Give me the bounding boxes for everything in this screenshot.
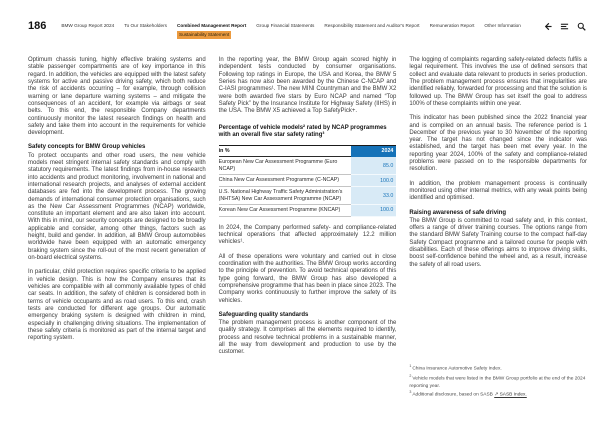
table-row bbox=[219, 205, 397, 217]
paragraph-chassis-tuning: Optimum chassis tuning, highly effective braking systems and stable passenger compartments are of key importance in this regard. In addition, the vehicles are equipped with the latest safety systems for active and passive driving safety, which both reduce the risk of accidents occurring – for example, through collision warning or lane departure warning systems – and mitigate the consequences of an accident, for example via airbags or seat belts. To this end, the responsible Company departments continuously monitor the latest research findings on health and safety and take them into account in the requirements for vehicle development. bbox=[28, 57, 206, 137]
ncap-rating-table bbox=[219, 145, 397, 217]
table-row-value: 100.0 bbox=[351, 175, 396, 187]
table-row-value: 85.0 bbox=[351, 157, 396, 175]
table-year-header: 2024 bbox=[351, 146, 396, 158]
table-header-row bbox=[219, 146, 397, 158]
paragraph-problem-management: The problem management process is another component of the quality strategy. It comprises all the elements required to identify, process and resolve technical problems in a sustainable manner, all the way from development and production to use by the customer. bbox=[218, 320, 397, 356]
heading-safety-concepts: Safety concepts for BMW Group vehicles bbox=[28, 144, 146, 151]
page-number: 186 bbox=[28, 20, 47, 32]
footnotes bbox=[409, 358, 587, 400]
column-3 bbox=[409, 57, 587, 400]
paragraph-technical-operations: In 2024, the Company performed safety- and compliance-related technical operations that affected approximately 12.2 million vehicles¹. bbox=[218, 224, 397, 246]
paragraph-voluntary-operations: All of these operations were voluntary and carried out in close coordination with the authorities. The BMW Group works according to the principle of prevention. To avoid technical operations of this type going forward, the BMW Group has also developed a comprehensive programme that has been in place since 2023. The Company works continuously to further improve the safety of its vehicles. bbox=[218, 253, 397, 304]
search-icon[interactable] bbox=[577, 22, 586, 31]
table-row-label: U.S. National Highway Traffic Safety Administration's (NHTSA) New Car Assessment Programme (NCAP) bbox=[219, 187, 352, 205]
table-row bbox=[219, 187, 397, 205]
paragraph-internal-metrics: In addition, the problem management process is continually monitored using other internal metrics, with any weak points being identified and optimised. bbox=[409, 180, 588, 202]
table-row-value: 33.0 bbox=[351, 187, 396, 205]
footnote-marker: 1 bbox=[409, 364, 412, 369]
sasb-index-link[interactable]: ↗ SASB Index. bbox=[494, 393, 527, 399]
header-icons bbox=[543, 22, 586, 31]
column-2 bbox=[219, 57, 397, 400]
paragraph-complaints-logging: The logging of complaints regarding safety-related defects fulfils a legal requirement. This involves the use of defined sensors that collect and evaluate data relevant to products in series production. The problem management process ensures that irregularities are identified reliably, forwarded for processing and that the solution is followed up. The BMW Group has set itself the goal to address 100% of these complaints within one year. bbox=[409, 57, 588, 107]
table-row-label: Korean New Car Assessment Programme (KNCAP) bbox=[219, 205, 352, 217]
paragraph-driver-training: The BMW Group is committed to road safety and, in this context, offers a range of driver training courses. The options range from the standard BMW Safety Training course to the compact half-day Safety Compact programme and a tailored course for people with disabilities. Each of these offerings aims to improve driving skills, boost self-confidence behind the wheel and, as a result, increase the safety of all road users. bbox=[409, 217, 588, 268]
table-row-label: China New Car Assessment Programme (C-NCAP) bbox=[219, 175, 352, 187]
footnote-text: China Insurance Automotive Safety Index. bbox=[412, 367, 502, 372]
footnote-marker: 2 bbox=[409, 373, 412, 378]
table-title: Percentage of vehicle models² rated by NCAP programmes with an overall five star safety rating³ bbox=[218, 124, 387, 138]
column-1 bbox=[28, 57, 206, 400]
footnote-marker: 3 bbox=[409, 390, 412, 395]
nav-combined-management-report-group bbox=[177, 23, 246, 39]
page-header bbox=[28, 21, 586, 39]
nav-bmw-group-report[interactable]: BMW Group Report 2024 bbox=[61, 23, 115, 28]
heading-safeguarding-quality: Safeguarding quality standards bbox=[218, 311, 309, 318]
nav-responsibility-statement[interactable]: Responsibility Statement and Auditor's Report bbox=[324, 23, 420, 28]
paragraph-indicator-published: This indicator has been published since the 2022 financial year and is compiled on an annual basis. The reference period is 1 December of the previous year to 30 November of the reporting year. The target has not changed since the indicator was established, and the target has been met every year. In the reporting year 2024, 100% of the safety and compliance-related problems were passed on to the responsible departments for resolution. bbox=[409, 115, 588, 173]
table-row-label: European New Car Assessment Programme (Euro NCAP) bbox=[219, 157, 352, 175]
table-row bbox=[219, 175, 397, 187]
table-of-contents-icon[interactable] bbox=[560, 22, 569, 31]
table-row bbox=[219, 157, 397, 175]
table-row-value: 100.0 bbox=[351, 205, 396, 217]
nav-remuneration-report[interactable]: Remuneration Report bbox=[429, 23, 475, 28]
footnote-1 bbox=[409, 364, 587, 374]
back-arrow-icon[interactable] bbox=[543, 22, 552, 31]
nav-group-financial-statements[interactable]: Group Financial Statements bbox=[256, 23, 315, 28]
paragraph-child-protection: In particular, child protection requires specific criteria to be applied in vehicle design. This is how the Company ensures that its vehicles are compatible with all commonly available types of child car seats. In addition, the safety of children is considered both in terms of vehicle occupants and as road users. To this end, crash tests are conducted for different age groups. Our automatic emergency braking system is designed with children in mind, especially in challenging driving situations. The implementation of these safety criteria is monitored as part of the internal target and reporting system. bbox=[28, 269, 206, 342]
nav-combined-management-report[interactable]: Combined Management Report bbox=[176, 23, 247, 28]
nav-other-information[interactable]: Other Information bbox=[484, 23, 521, 28]
footnote-text: Vehicle models that were listed in the BMW Group portfolio at the end of the 2024 reporting year. bbox=[409, 376, 586, 389]
table-unit-label: in % bbox=[219, 146, 352, 158]
paragraph-safety-standards: To protect occupants and other road users, the new vehicle models meet stringent internal safety standards and comply with statutory requirements. The latest findings from in-house research into accidents and product monitoring, involvement in national and international research projects, and analyses of external accident databases are fed into the development process. The growing demands of international consumer protection organisations, such as the New Car Assessment Programmes (NCAP) worldwide, constitute an important element and are also taken into account. With this in mind, our security concepts are designed to be broadly applicable and consider, among other things, factors such as height, build and gender. In addition, all BMW Group automobiles worldwide have been equipped with an automatic emergency braking system since the roll-out of the most recent generation of on-board electrical systems. bbox=[28, 152, 206, 261]
heading-raising-awareness: Raising awareness of safe driving bbox=[409, 209, 507, 216]
top-nav bbox=[61, 23, 521, 39]
nav-sustainability-statement[interactable]: Sustainability Statement bbox=[178, 32, 230, 38]
nav-to-our-stakeholders[interactable]: To Our Stakeholders bbox=[124, 23, 167, 28]
content-columns bbox=[28, 57, 587, 400]
paragraph-ncap-ratings: In the reporting year, the BMW Group again scored highly in independent tests conducted by consumer organisations. Following top ratings in Europe, the USA and Korea, the BMW 5 Series has now also been awarded by the Chinese C-NCAP and C-IASI programmes¹. The new MINI Countryman and the BMW X2 were both awarded five stars by Euro NCAP and named “Top Safety Pick” by the Insurance Institute for Highway Safety (IIHS) in the USA. The BMW X5 achieved a Top SafetyPick+. bbox=[218, 57, 397, 115]
footnote-text: Additional disclosure, based on SASB bbox=[412, 393, 495, 399]
footnote-3 bbox=[409, 390, 587, 400]
footnote-2 bbox=[409, 374, 587, 391]
